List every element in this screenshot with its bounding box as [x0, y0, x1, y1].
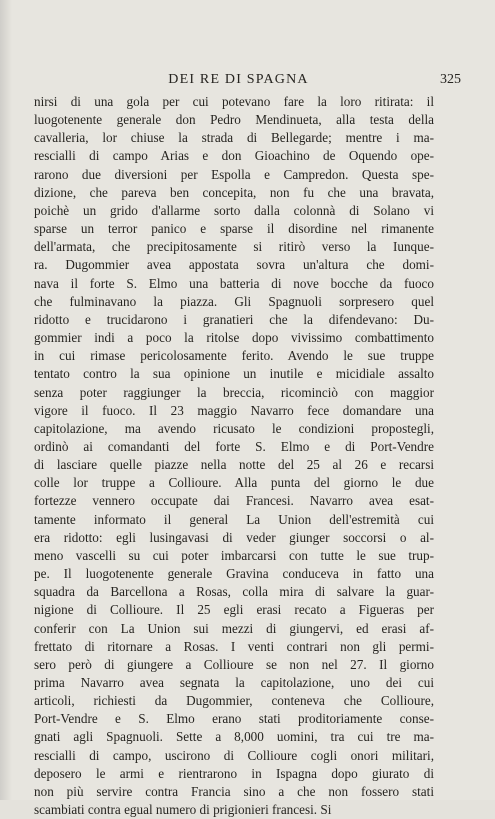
- body-text: [34, 93, 434, 819]
- text-line: squadra da Barcellona a Rosas, colla mira di salvare la guar-: [34, 584, 434, 600]
- text-line: luogotenente generale don Pedro Mendinueta, alla testa della: [34, 112, 434, 128]
- page-edge-shadow: [0, 0, 12, 800]
- text-line: nirsi di una gola per cui potevano fare la loro ritirata: il: [34, 94, 434, 109]
- text-line: in cui rimase pericolosamente ferito. Avendo le sue truppe: [34, 348, 434, 364]
- text-line: sero però di giungere a Collioure se non nel 27. Il giorno: [34, 656, 434, 672]
- running-head: DEI RE DI SPAGNA: [168, 72, 309, 87]
- text-line: nigione di Collioure. Il 25 egli erasi recato a Figueras per: [34, 602, 434, 618]
- text-line: gommier indi a poco la ritolse dopo vivissimo combattimento: [34, 330, 434, 346]
- text-line: poichè un grido d'allarme sorto dalla colonnà di Solano vi: [34, 202, 434, 218]
- text-line: articoli, richiesti da Dugommier, conteneva che Collioure,: [34, 693, 434, 709]
- text-line: di lasciare quelle piazze nella notte del 25 al 26 e recarsi: [34, 457, 434, 473]
- text-line: vigore il fuoco. Il 23 maggio Navarro fece domandare una: [34, 402, 434, 418]
- text-line: nava il forte S. Elmo una batteria di nove bocche da fuoco: [34, 275, 434, 291]
- text-line: senza poter raggiunger la breccia, ricominciò con maggior: [34, 384, 434, 400]
- text-line: ordinò ai comandanti del forte S. Elmo e di Port-Vendre: [34, 438, 434, 454]
- page-number: 325: [440, 72, 461, 87]
- text-line: meno vascelli su cui poter imbarcarsi con tutte le sue trup-: [34, 547, 434, 563]
- text-line: era ridotto: egli lusingavasi di veder giunger soccorsi o al-: [34, 529, 434, 545]
- text-line: tamente informato il general La Union dell'estremità cui: [34, 511, 434, 527]
- text-line: colle lor truppe a Collioure. Alla punta del giorno le due: [34, 475, 434, 491]
- text-line: capitolazione, ma avendo ricusato le condizioni propostegli,: [34, 420, 434, 436]
- text-line: ra. Dugommier avea appostata sovra un'altura che domi-: [34, 257, 434, 273]
- page-header: [34, 72, 461, 92]
- text-line: sparse un terror panico e sparse il disordine nel rimanente: [34, 221, 434, 237]
- text-line: rescialli di campo Arias e don Gioachino de Oquendo ope-: [34, 148, 434, 164]
- text-line: tentato contro la sua opinione un inutile e micidiale assalto: [34, 366, 434, 382]
- text-line: cavalleria, lor chiuse la strada di Bellegarde; mentre i ma-: [34, 130, 434, 146]
- text-line: pe. Il luogotenente generale Gravina conduceva in fatto una: [34, 566, 434, 582]
- text-line: rarono due diversioni per Espolla e Campredon. Questa spe-: [34, 166, 434, 182]
- text-line: Port-Vendre e S. Elmo erano stati proditoriamente conse-: [34, 711, 434, 727]
- text-line: prima Navarro avea segnata la capitolazione, uno dei cui: [34, 675, 434, 690]
- text-line: non più servire contra Francia sino a che non fossero stati: [34, 783, 434, 799]
- text-line: frettato di ritornare a Rosas. I venti contrari non gli permi-: [34, 638, 434, 654]
- text-line: fortezze vennero occupate dai Francesi. Navarro avea esat-: [34, 493, 434, 509]
- text-line: rescialli di campo, uscirono di Collioure cogli onori militari,: [34, 747, 434, 763]
- text-line: dizione, che pareva ben concepita, non fu che una bravata,: [34, 184, 434, 200]
- text-line: conferir con La Union sui mezzi di giungervi, ed erasi af-: [34, 620, 434, 636]
- text-line: dell'armata, che precipitosamente si ritirò verso la Iunque-: [34, 239, 434, 255]
- text-line: scambiati contra egual numero di prigionieri francesi. Si: [34, 802, 332, 818]
- text-line: ridotto e trucidarono i granatieri che la difendevano: Du-: [34, 311, 434, 327]
- text-line: gnati agli Spagnuoli. Sette a 8,000 uomini, tra cui tre ma-: [34, 729, 434, 745]
- text-line: deposero le armi e rientrarono in Ispagna dopo giurato di: [34, 765, 434, 781]
- text-line: che fulminavano la piazza. Gli Spagnuoli sorpresero quel: [34, 293, 434, 309]
